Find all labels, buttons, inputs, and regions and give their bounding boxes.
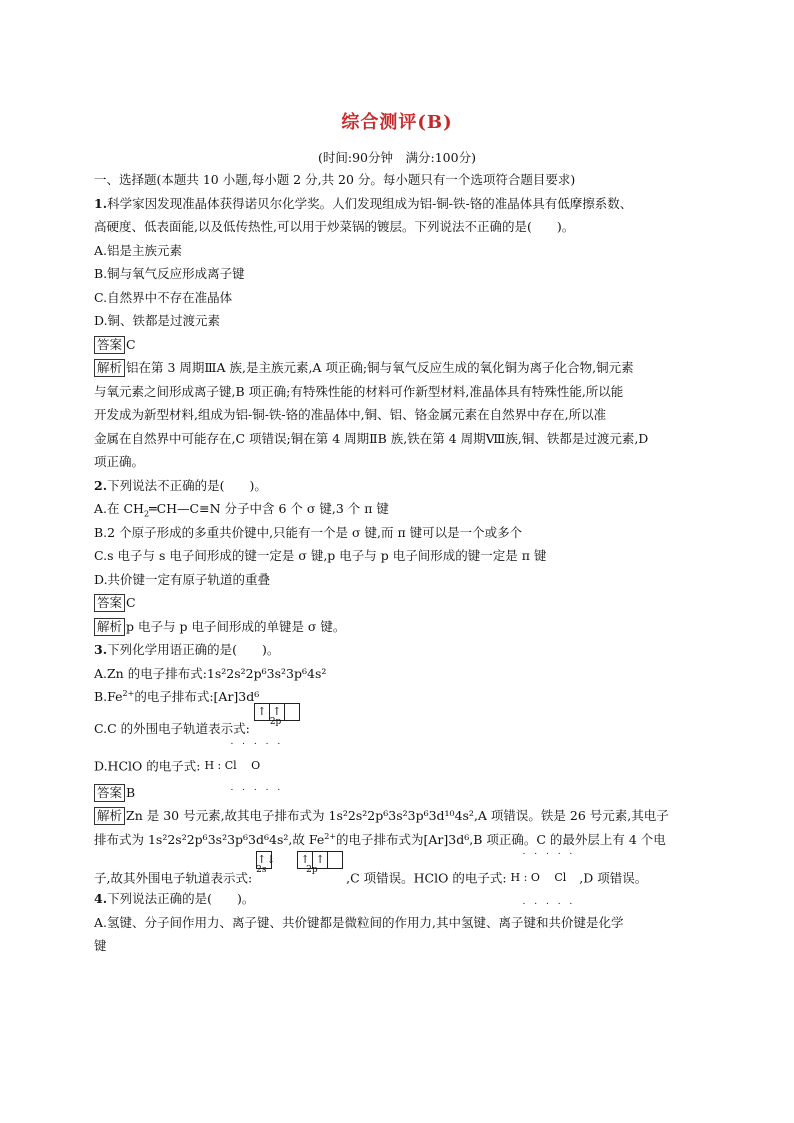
content [94, 168, 714, 958]
electron-formula: . . . . . H : O Cl . . . . . [510, 847, 576, 907]
section-heading: 一、选择题(本题共 10 小题,每小题 2 分,共 20 分。每小题只有一个选项符合题目要求) [94, 172, 576, 187]
orbital-box: ↑ [312, 851, 328, 869]
option-a: A.在 $CH_2═CH—C\equiv N$ 分子中含 6 个 σ 键,3 个 π 键 [94, 501, 389, 519]
analysis-tag: 解析 [94, 618, 125, 636]
orbital-box: ↑ [297, 851, 313, 869]
answer-row [94, 781, 714, 805]
answer-value: C [126, 595, 136, 610]
analysis-line: 子,故其外围电子轨道表示式: ↑↓ ↑ ↑ 2s 2p ,C 项错误。HClO 的电子式: . . . . . H : O Cl . . . . . ,D 项错误。 [94, 847, 648, 907]
question-3-stem: 3.下列化学用语正确的是( )。 [94, 642, 280, 657]
electron-formula: . . . . . H : Cl O . . . . . [204, 736, 284, 793]
option-c: C.s 电子与 s 电子间形成的键一定是 σ 键,p 电子与 p 电子间形成的键一定是 π 键 [94, 548, 547, 563]
answer-row [94, 333, 714, 357]
orbital-label: 2p [269, 717, 282, 727]
analysis-line: 开发成为新型材料,组成为铝-铜-铁-铬的准晶体中,铜、铝、铬金属元素在自然界中存在,所以准 [94, 407, 607, 422]
analysis-line: 排布式为 1s²2s²2p⁶3s²3p⁶3d⁶4s²,故 $Fe^{2+}$的电子排布式为[Ar]3d⁶,B 项正确。C 的最外层上有 4 个电 [94, 831, 666, 847]
option-a: A.Zn 的电子排布式:1s²2s²2p⁶3s²3p⁶4s² [94, 665, 327, 681]
option-d: D.铜、铁都是过渡元素 [94, 313, 221, 328]
answer-row [94, 591, 714, 615]
option-b: B.铜与氧气反应形成离子键 [94, 266, 245, 281]
analysis-line: 金属在自然界中可能存在,C 项错误;铜在第 4 周期ⅡB 族,铁在第 4 周期Ⅷ族,铜、铁都是过渡元素,D [94, 430, 649, 446]
question-1-stem-cont: 高硬度、低表面能,以及低传热性,可以用于炒菜锅的镀层。下列说法不正确的是( )。 [94, 219, 575, 234]
option-c: C.C 的外围电子轨道表示式: ↑ ↑ 2p [94, 709, 714, 741]
orbital-box: ↑ [269, 703, 285, 721]
analysis-line: 与氧元素之间形成离子键,B 项正确;有特殊性能的材料可作新型材料,准晶体具有特殊性能,所以能 [94, 383, 624, 399]
question-number: 1. [94, 195, 108, 211]
orbital-diagram [256, 851, 342, 875]
answer-tag: 答案 [94, 594, 125, 612]
analysis-row: 解析 p 电子与 p 电子间形成的单键是 σ 键。 [94, 615, 714, 639]
answer-value: C [126, 336, 136, 352]
analysis-row: 解析 铝在第 3 周期ⅢA 族,是主族元素,A 项正确;铜与氧气反应生成的氧化铜为离子化合物,铜元素 [94, 356, 714, 380]
analysis-tag: 解析 [94, 807, 125, 825]
orbital-diagram [254, 703, 299, 727]
analysis-row: 解析 Zn 是 30 号元素,故其电子排布式为 1s²2s²2p⁶3s²3p⁶3d¹⁰4s²,A 项错误。铁是 26 号元素,其电子 [94, 804, 714, 828]
answer-tag: 答案 [94, 336, 125, 354]
option-a-cont: 键 [94, 938, 107, 953]
option-b: $B.Fe^{2+}$的电子排布式:[Ar]3d⁶ [94, 688, 260, 704]
option-b: B.2 个原子形成的多重共价键中,只能有一个是 σ 键,而 π 键可以是一个或多个 [94, 524, 523, 540]
option-a: A.铝是主族元素 [94, 242, 183, 258]
option-d: D.共价键一定有原子轨道的重叠 [94, 571, 271, 587]
answer-value: B [126, 784, 136, 800]
page-title: 综合测评(B) [341, 112, 453, 133]
question-2-stem: 2.下列说法不正确的是( )。 [94, 477, 267, 493]
orbital-label: 2s [256, 865, 267, 875]
option-c: C.自然界中不存在准晶体 [94, 289, 233, 305]
option-a: A.氢键、分子间作用力、离子键、共价键都是微粒间的作用力,其中氢键、离子键和共价键是化学 [94, 914, 624, 930]
question-4-stem: 4.下列说法正确的是( )。 [94, 891, 255, 906]
option-d: D.HClO 的电子式: . . . . . H : Cl O . . . . . [94, 736, 284, 793]
orbital-box: ↑↓ [256, 851, 272, 869]
orbital-box [327, 851, 343, 869]
orbital-box: ↑ [254, 703, 270, 721]
orbital-box [284, 703, 300, 721]
orbital-label: 2p [306, 865, 318, 875]
analysis-line: 项正确。 [94, 454, 145, 469]
question-1-stem: 1.科学家因发现准晶体获得诺贝尔化学奖。人们发现组成为铝-铜-铁-铬的准晶体具有低摩擦系数、 [94, 195, 633, 211]
question-number: 4. [94, 891, 108, 906]
answer-tag: 答案 [94, 784, 125, 802]
question-number: 2. [94, 477, 108, 493]
exam-info: (时间:90分钟 满分:100分) [318, 150, 476, 165]
analysis-tag: 解析 [94, 359, 125, 377]
question-number: 3. [94, 642, 108, 657]
